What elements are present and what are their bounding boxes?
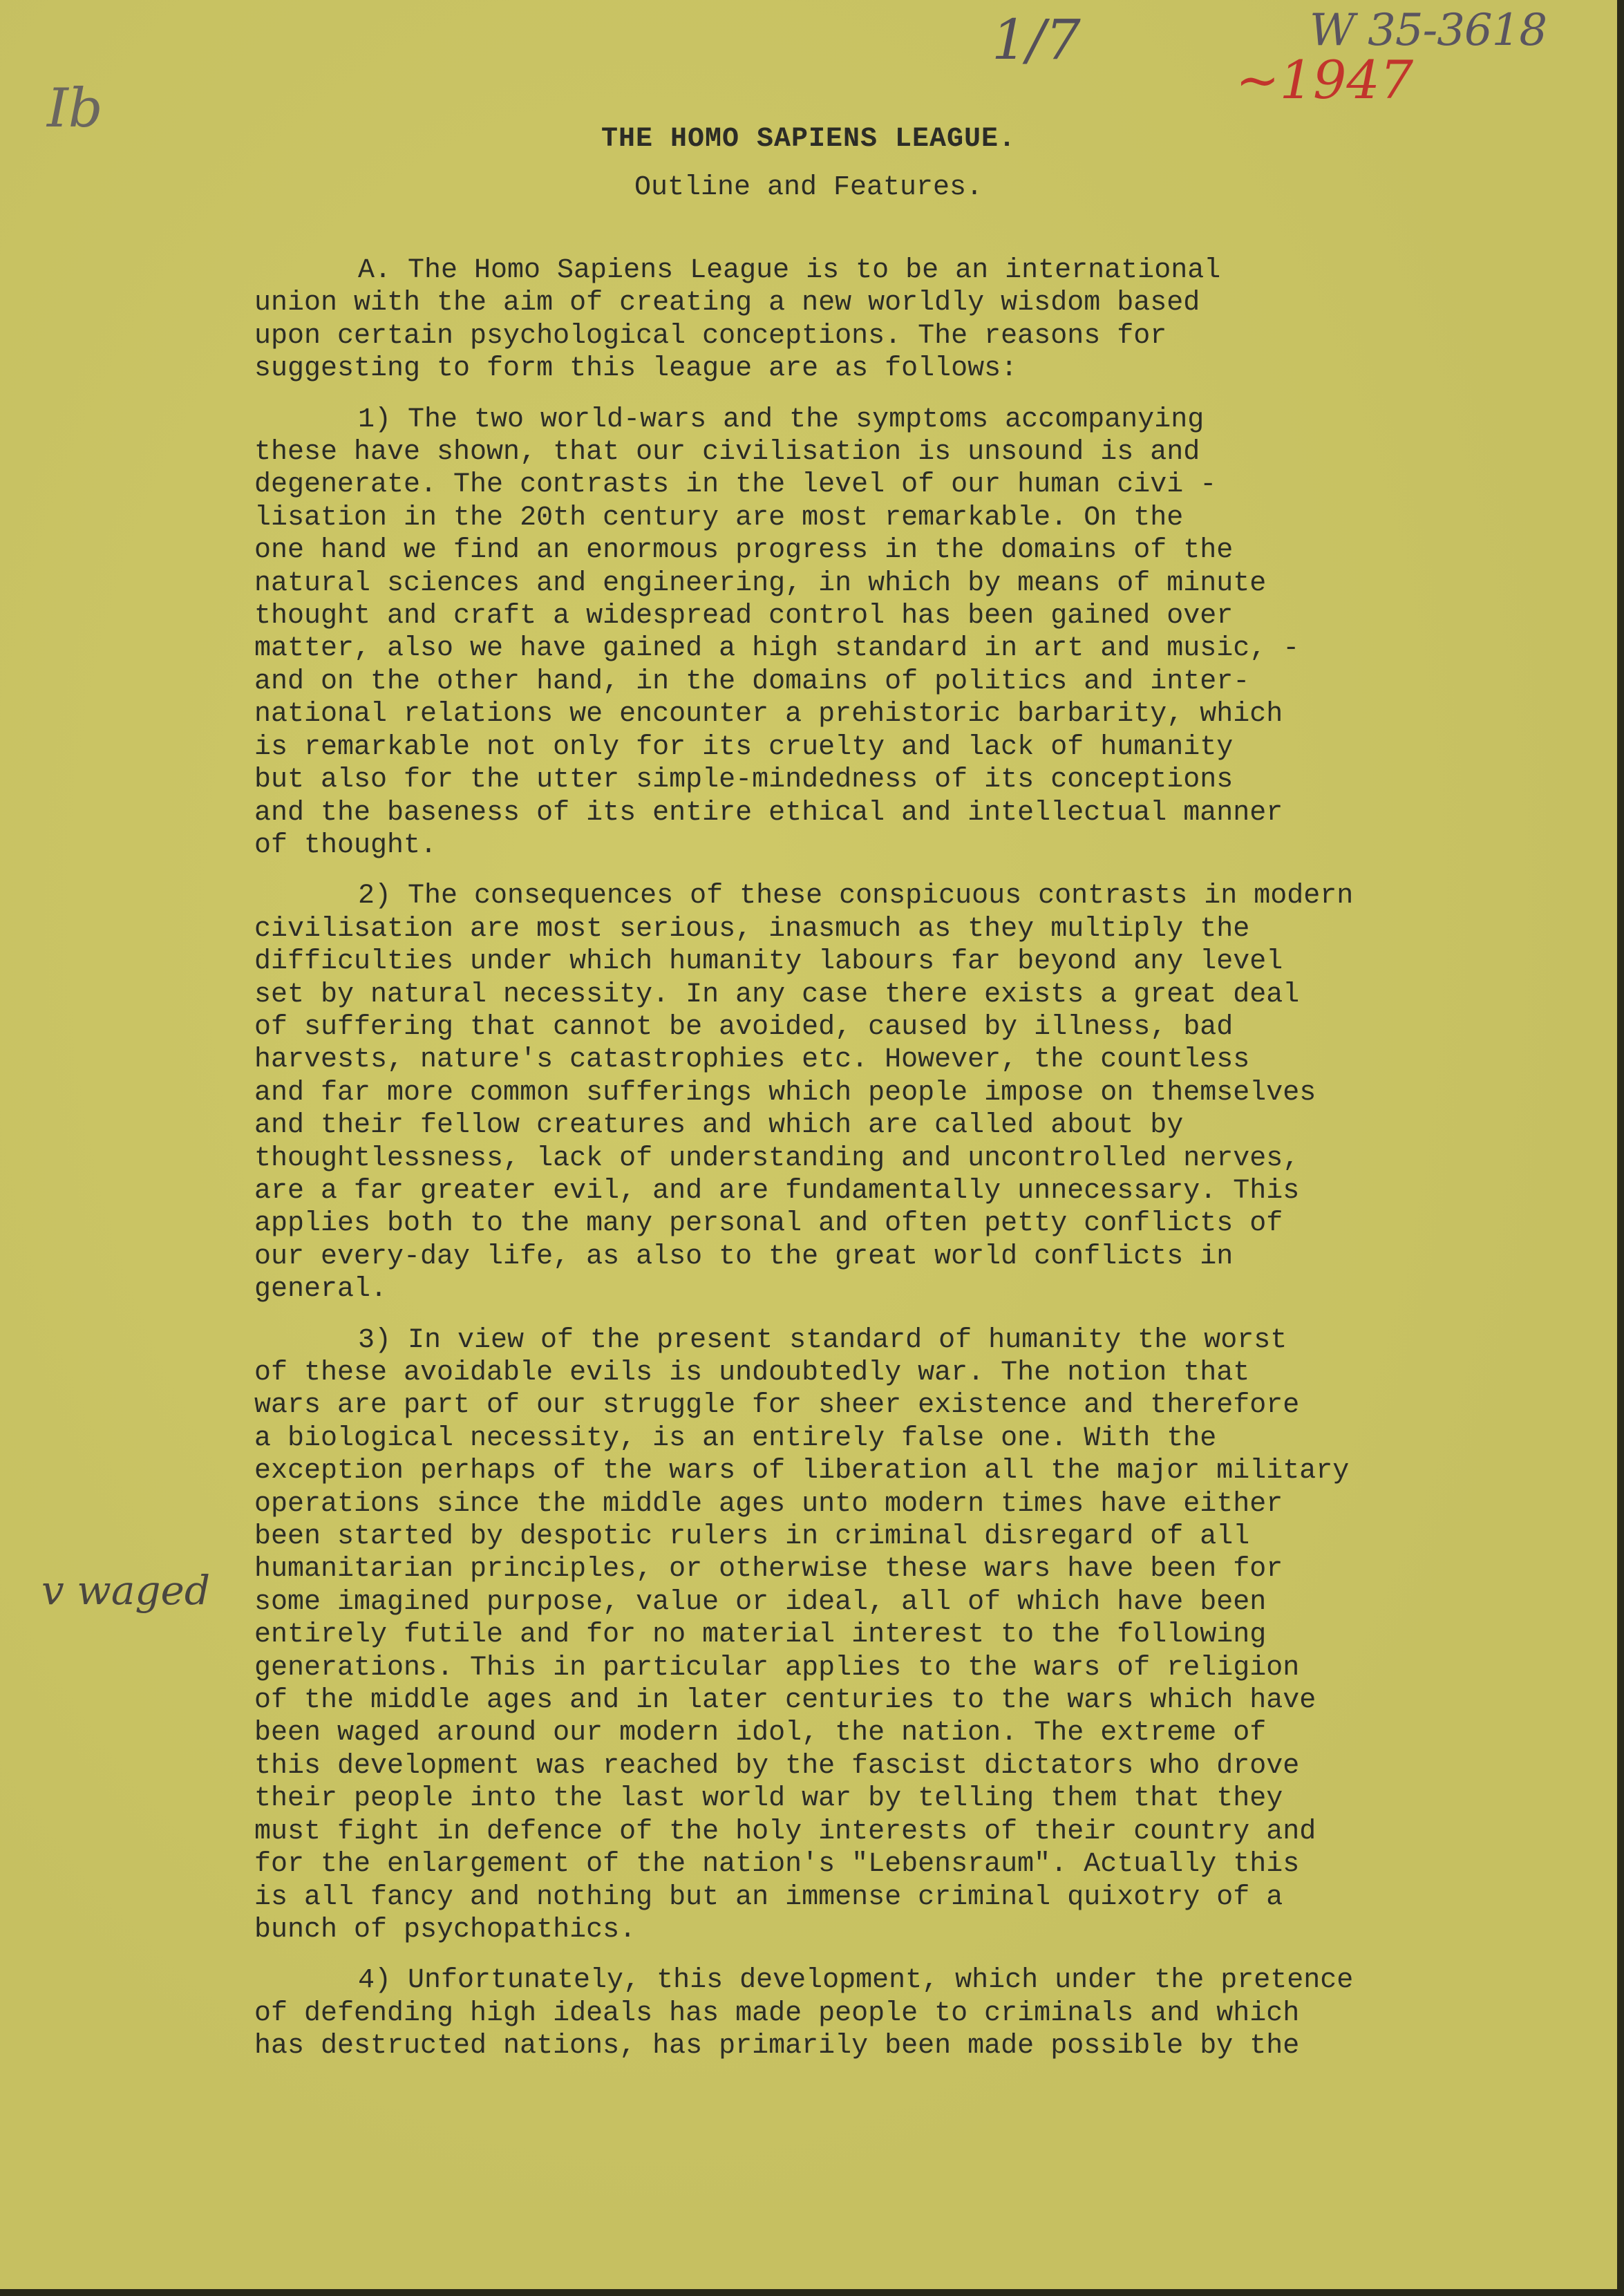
text-line: 4) Unfortunately, this development, which under the pretence	[358, 1965, 1354, 1997]
paragraph	[254, 254, 1602, 386]
text-line: of these avoidable evils is undoubtedly war. The notion that	[254, 1357, 1250, 1389]
text-line: natural sciences and engineering, in which by means of minute	[254, 567, 1267, 599]
text-line: of suffering that cannot be avoided, caused by illness, bad	[254, 1011, 1234, 1043]
document-title: THE HOMO SAPIENS LEAGUE.	[601, 124, 1017, 155]
text-line: been waged around our modern idol, the nation. The extreme of	[254, 1718, 1267, 1749]
text-line: difficulties under which humanity labours far beyond any level	[254, 946, 1283, 978]
text-line: one hand we find an enormous progress in the domains of the	[254, 535, 1234, 567]
section-mark-annotation: Ib	[47, 77, 103, 140]
text-line: harvests, nature's catastrophies etc. However, the countless	[254, 1044, 1250, 1076]
margin-note-annotation: v waged	[41, 1567, 211, 1614]
text-line: has destructed nations, has primarily been made possible by the	[254, 2031, 1300, 2062]
text-line: upon certain psychological conceptions. The reasons for	[254, 320, 1167, 352]
document-body	[254, 254, 1602, 2081]
text-line: lisation in the 20th century are most remarkable. On the	[254, 502, 1184, 534]
text-line: 3) In view of the present standard of humanity the worst	[358, 1324, 1287, 1356]
paragraph	[254, 1964, 1602, 2062]
text-line: a biological necessity, is an entirely false one. With the	[254, 1422, 1217, 1454]
paragraph	[254, 1324, 1602, 1947]
text-line: and far more common sufferings which people impose on themselves	[254, 1077, 1316, 1109]
text-line: set by natural necessity. In any case there exists a great deal	[254, 979, 1300, 1010]
text-line: wars are part of our struggle for sheer existence and therefore	[254, 1390, 1300, 1422]
text-line: thoughtlessness, lack of understanding and uncontrolled nerves,	[254, 1142, 1300, 1174]
text-line: of the middle ages and in later centuries to the wars which have	[254, 1685, 1316, 1717]
text-line: our every-day life, as also to the great world conflicts in	[254, 1241, 1234, 1272]
paragraph	[254, 404, 1602, 863]
text-line: these have shown, that our civilisation is unsound is and	[254, 437, 1200, 469]
text-line: A. The Homo Sapiens League is to be an international	[358, 255, 1221, 286]
archive-number-annotation: W 35-3618	[1310, 5, 1547, 56]
text-line: and the baseness of its entire ethical and intellectual manner	[254, 797, 1283, 829]
text-line: some imagined purpose, value or ideal, all of which have been	[254, 1586, 1267, 1618]
text-line: entirely futile and for no material interest to the following	[254, 1619, 1267, 1651]
text-line: is all fancy and nothing but an immense criminal quixotry of a	[254, 1881, 1283, 1913]
text-line: been started by despotic rulers in criminal disregard of all	[254, 1521, 1250, 1553]
text-line: generations. This in particular applies to the wars of religion	[254, 1652, 1300, 1684]
date-annotation: ~1947	[1236, 49, 1414, 111]
text-line: 1) The two world-wars and the symptoms accompanying	[358, 404, 1205, 435]
text-line: their people into the last world war by telling them that they	[254, 1783, 1283, 1815]
text-line: national relations we encounter a prehistoric barbarity, which	[254, 699, 1283, 731]
text-line: this development was reached by the fascist dictators who drove	[254, 1750, 1300, 1782]
text-line: union with the aim of creating a new worldly wisdom based	[254, 288, 1200, 319]
text-line: thought and craft a widespread control has been gained over	[254, 601, 1234, 632]
text-line: are a far greater evil, and are fundamentally unnecessary. This	[254, 1175, 1300, 1207]
text-line: exception perhaps of the wars of liberation all the major military	[254, 1456, 1350, 1487]
text-line: suggesting to form this league are as follows:	[254, 353, 1018, 385]
text-line: must fight in defence of the holy interests of their country and	[254, 1816, 1316, 1847]
text-line: of defending high ideals has made people to criminals and which	[254, 1997, 1300, 2029]
text-line: bunch of psychopathics.	[254, 1914, 636, 1946]
text-line: for the enlargement of the nation's "Lebensraum". Actually this	[254, 1849, 1300, 1881]
folio-annotation: 1/7	[992, 8, 1081, 72]
text-line: humanitarian principles, or otherwise these wars have been for	[254, 1554, 1283, 1585]
text-line: applies both to the many personal and often petty conflicts of	[254, 1208, 1283, 1240]
text-line: civilisation are most serious, inasmuch as they multiply the	[254, 913, 1250, 945]
text-line: but also for the utter simple-mindedness of its conceptions	[254, 764, 1234, 796]
text-line: 2) The consequences of these conspicuous contrasts in modern	[358, 881, 1354, 912]
text-line: is remarkable not only for its cruelty and lack of humanity	[254, 731, 1234, 763]
document-subtitle: Outline and Features.	[634, 172, 983, 203]
text-line: and on the other hand, in the domains of politics and inter-	[254, 666, 1250, 697]
paragraph	[254, 880, 1602, 1306]
text-line: operations since the middle ages unto modern times have either	[254, 1488, 1283, 1520]
text-line: matter, also we have gained a high standard in art and music, -	[254, 633, 1300, 665]
text-line: general.	[254, 1274, 388, 1306]
text-line: and their fellow creatures and which are called about by	[254, 1110, 1184, 1142]
text-line: of thought.	[254, 829, 437, 861]
text-line: degenerate. The contrasts in the level of our human civi -	[254, 469, 1217, 501]
